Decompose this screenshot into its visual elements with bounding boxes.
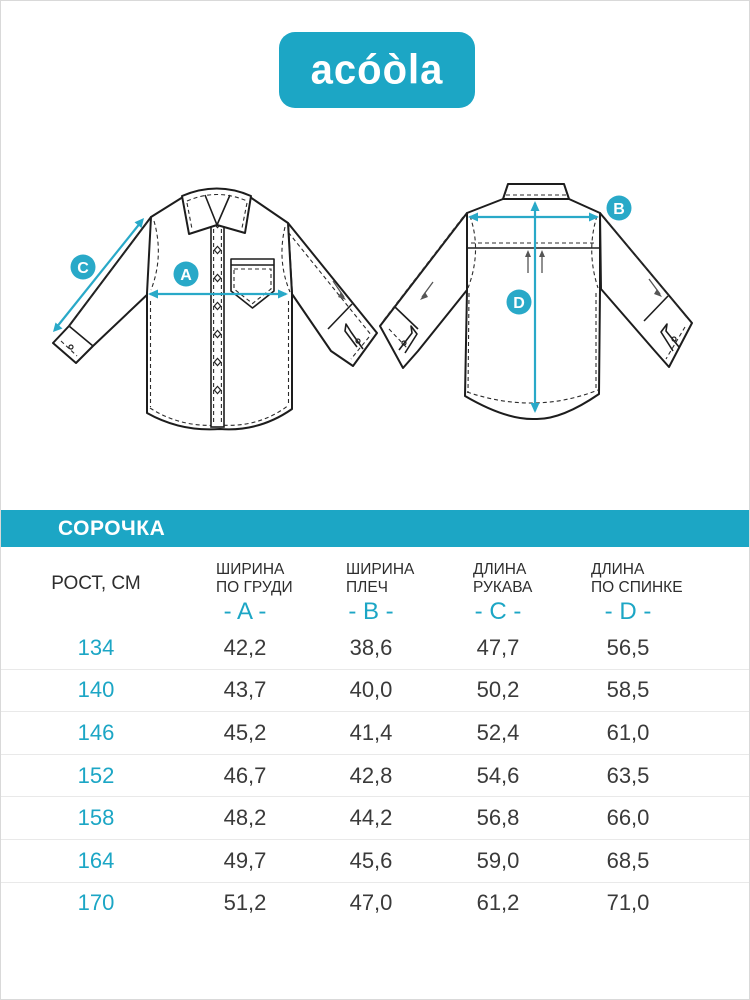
- column-header-line2: ПО СПИНКЕ: [591, 579, 683, 596]
- column-header-sleeve-length: [473, 561, 532, 597]
- value-cell: 68,5: [606, 847, 650, 873]
- value-cell: 63,5: [606, 762, 650, 788]
- shirt-front-view: [53, 189, 377, 430]
- value-cell: 41,4: [349, 719, 393, 745]
- table-row: [1, 796, 750, 839]
- value-cell: 38,6: [349, 634, 393, 660]
- value-cell: 46,7: [223, 762, 267, 788]
- value-cell: 59,0: [476, 847, 520, 873]
- value-cell: 56,5: [606, 634, 650, 660]
- measure-badge-letter-b: B: [613, 201, 625, 218]
- back-left-sleeve: [380, 213, 467, 368]
- column-header-line1: ДЛИНА: [591, 561, 645, 578]
- column-header-chest-width: [216, 561, 293, 597]
- column-header-line2: РУКАВА: [473, 579, 533, 596]
- column-header-line1: ШИРИНА: [216, 561, 285, 578]
- value-cell: 66,0: [606, 805, 650, 831]
- table-row: [1, 669, 750, 712]
- value-cell: 49,7: [223, 847, 267, 873]
- table-title: СОРОЧКА: [58, 516, 166, 540]
- value-cell: 56,8: [476, 805, 520, 831]
- height-cell: 146: [77, 719, 115, 745]
- table-title-band: [1, 510, 750, 547]
- front-right-sleeve: [288, 223, 377, 366]
- measure-arrowhead: [135, 218, 145, 228]
- value-cell: 48,2: [223, 805, 267, 831]
- back-right-sleeve: [600, 213, 692, 367]
- value-cell: 61,0: [606, 719, 650, 745]
- value-cell: 42,2: [223, 634, 267, 660]
- value-cell: 45,2: [223, 719, 267, 745]
- value-cell: 58,5: [606, 677, 650, 703]
- measure-badge-letter-c: C: [77, 260, 89, 277]
- column-header-back-length: [591, 561, 683, 597]
- value-cell: 40,0: [349, 677, 393, 703]
- column-header-line1: ШИРИНА: [346, 561, 415, 578]
- column-letter-c: - C -: [474, 598, 522, 625]
- column-header-height: РОСТ, СМ: [51, 573, 141, 594]
- value-cell: 43,7: [223, 677, 267, 703]
- height-cell: 170: [77, 890, 115, 916]
- value-cell: 47,7: [476, 634, 520, 660]
- table-row: [1, 627, 750, 669]
- table-row: [1, 754, 750, 797]
- table-row: [1, 711, 750, 754]
- brand-logo-text: acóòla: [310, 46, 444, 93]
- front-left-sleeve: [53, 217, 151, 363]
- value-cell: 61,2: [476, 890, 520, 916]
- brand-logo: [279, 32, 475, 108]
- column-header-line2: ПЛЕЧ: [346, 579, 388, 596]
- column-letter-a: - A -: [223, 598, 267, 625]
- back-collar: [503, 184, 569, 199]
- column-header-shoulder-width: [346, 561, 414, 597]
- front-placket: [211, 225, 224, 427]
- measure-badge-letter-a: A: [180, 267, 192, 284]
- value-cell: 52,4: [476, 719, 520, 745]
- value-cell: 51,2: [223, 890, 267, 916]
- measure-arrowhead: [53, 323, 63, 333]
- value-cell: 71,0: [606, 890, 650, 916]
- column-letter-d: - D -: [604, 598, 652, 625]
- size-diagram: [1, 151, 750, 461]
- height-cell: 158: [77, 805, 115, 831]
- table-row: [1, 882, 750, 925]
- height-cell: 140: [77, 677, 115, 703]
- column-header-line1: ДЛИНА: [473, 561, 527, 578]
- value-cell: 54,6: [476, 762, 520, 788]
- value-cell: 47,0: [349, 890, 393, 916]
- height-cell: 134: [77, 634, 115, 660]
- table-row: [1, 839, 750, 882]
- column-header-line2: ПО ГРУДИ: [216, 579, 293, 596]
- value-cell: 42,8: [349, 762, 393, 788]
- value-cell: 50,2: [476, 677, 520, 703]
- height-cell: 152: [77, 762, 115, 788]
- column-letter-b: - B -: [348, 598, 394, 625]
- size-table: [1, 627, 750, 924]
- value-cell: 45,6: [349, 847, 393, 873]
- measure-badge-letter-d: D: [513, 295, 525, 312]
- value-cell: 44,2: [349, 805, 393, 831]
- back-body: [465, 199, 600, 419]
- height-cell: 164: [77, 847, 115, 873]
